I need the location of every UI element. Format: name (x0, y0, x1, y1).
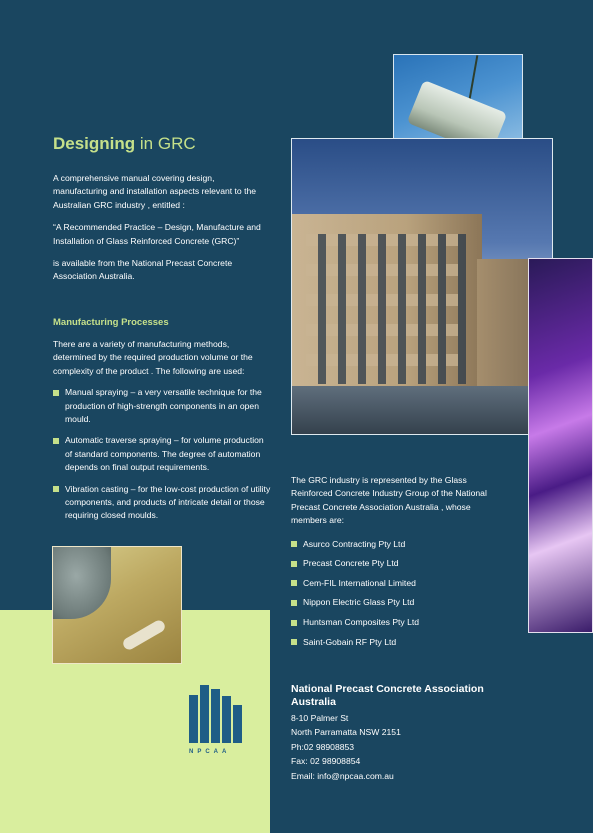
list-item: Saint-Gobain RF Pty Ltd (291, 636, 501, 649)
list-item: Asurco Contracting Pty Ltd (291, 538, 501, 551)
bullet-icon (291, 541, 297, 547)
logo-bar-icon (233, 705, 242, 743)
bullet-icon (291, 600, 297, 606)
availability-note: is available from the National Precast Concrete Association Australia. (53, 258, 233, 282)
list-item: Huntsman Composites Pty Ltd (291, 616, 501, 629)
building-windows (306, 234, 466, 384)
title-rest: in GRC (135, 134, 196, 153)
bullet-icon (291, 620, 297, 626)
list-item: Vibration casting – for the low-cost production of utility components, and products of intricate detail or those requiring closed moulds. (53, 483, 273, 523)
list-item: Cem-FIL International Limited (291, 577, 501, 590)
logo-text: NPCAA (189, 749, 231, 755)
building-base (292, 386, 553, 434)
abstract-photo (528, 258, 593, 633)
address-line-2: North Parramatta NSW 2151 (291, 727, 401, 738)
npcaa-logo (189, 681, 246, 753)
bullet-icon (53, 486, 59, 492)
logo-bar-icon (211, 689, 220, 743)
list-item: Automatic traverse spraying – for volume production of standard components. The degree of automation depends on final output requirements. (53, 434, 273, 474)
manual-title: “A Recommended Practice – Design, Manufacture and Installation of Glass Reinforced Concrete (GRC)” (53, 222, 261, 246)
fax: Fax: 02 98908854 (291, 756, 361, 767)
building-photo (291, 138, 553, 435)
bullet-icon (291, 639, 297, 645)
list-item: Manual spraying – a very versatile technique for the production of high-strength components in an open mould. (53, 386, 273, 426)
logo-bar-icon (222, 696, 231, 743)
page-title (53, 134, 196, 154)
industry-block (291, 474, 501, 655)
title-bold: Designing (53, 134, 136, 153)
contact-details (291, 711, 401, 783)
bullet-icon (53, 438, 59, 444)
roller (121, 618, 167, 651)
worker-figure (53, 547, 111, 619)
logo-bar-icon (189, 695, 198, 743)
logo-bar-icon (200, 685, 209, 743)
processes-list (53, 386, 273, 523)
processes-intro: There are a variety of manufacturing methods, determined by the required production volume or the complexity of the product . The following are used: (53, 339, 253, 376)
phone: Ph:02 98908853 (291, 741, 355, 752)
address-line-1: 8-10 Palmer St (291, 713, 349, 723)
email-link[interactable]: Email: info@npcaa.com.au (291, 770, 394, 781)
bullet-icon (291, 561, 297, 567)
worker-photo (52, 546, 182, 664)
processes-block (53, 338, 273, 531)
bullet-icon (291, 580, 297, 586)
contact-org: National Precast Concrete Association Australia (291, 683, 484, 708)
industry-intro: The GRC industry is represented by the Glass Reinforced Concrete Industry Group of the National Precast Concrete Association Australia , whose members are: (291, 475, 487, 526)
list-item: Precast Concrete Pty Ltd (291, 557, 501, 570)
members-list (291, 538, 501, 649)
intro-block (53, 172, 268, 284)
processes-heading: Manufacturing Processes (53, 317, 169, 328)
bullet-icon (53, 390, 59, 396)
intro-paragraph: A comprehensive manual covering design, manufacturing and installation aspects relevant to the Australian GRC industry , entitled : (53, 173, 257, 210)
list-item: Nippon Electric Glass Pty Ltd (291, 596, 501, 609)
